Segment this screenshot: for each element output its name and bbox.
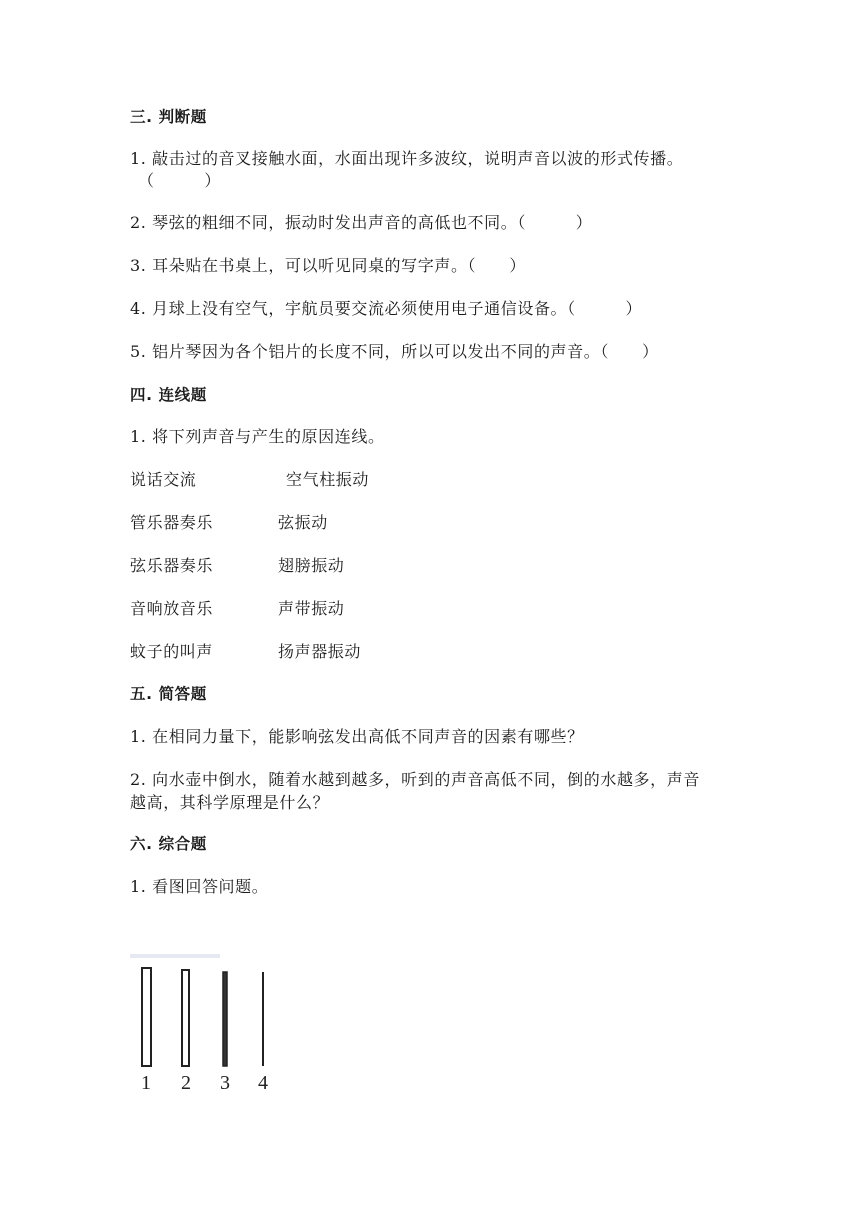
judge-question-1: 1. 敲击过的音叉接触水面，水面出现许多波纹，说明声音以波的形式传播。 [130,149,684,168]
figure-label: 1 [141,1072,151,1094]
match-left-item: 蚊子的叫声 [130,642,214,661]
match-right-item: 扬声器振动 [278,642,362,661]
match-left-item: 说话交流 [130,470,197,489]
match-question-1: 1. 将下列声音与产生的原因连线。 [130,427,385,446]
judge-question-5: 5. 铝片琴因为各个铝片的长度不同，所以可以发出不同的声音。（ ） [130,342,659,361]
string-1 [142,968,151,1066]
string-thickness-figure [128,954,288,1094]
figure-label: 4 [258,1072,268,1094]
match-right-item: 声带振动 [278,599,345,618]
comprehensive-question-1: 1. 看图回答问题。 [130,877,269,896]
judge-question-1-blank: （ ） [138,171,222,190]
figure-label: 3 [220,1072,230,1094]
figure-label: 2 [181,1072,191,1094]
short-question-1: 1. 在相同力量下，能影响弦发出高低不同声音的因素有哪些？ [130,727,584,746]
section-title-match: 四. 连线题 [130,386,207,404]
judge-question-3: 3. 耳朵贴在书桌上，可以听见同桌的写字声。（ ） [130,256,526,275]
judge-question-2: 2. 琴弦的粗细不同，振动时发出声音的高低也不同。（ ） [130,213,593,232]
string-3 [223,972,227,1066]
section-title-comprehensive: 六. 综合题 [130,835,207,853]
judge-question-4: 4. 月球上没有空气，宇航员要交流必须使用电子通信设备。（ ） [130,299,643,318]
short-question-2-line1: 2. 向水壶中倒水，随着水越到越多，听到的声音高低不同，倒的水越多，声音 [130,770,700,789]
match-right-item: 弦振动 [278,513,328,532]
scan-artifact [130,954,220,958]
match-left-item: 管乐器奏乐 [130,513,214,532]
section-title-short: 五. 简答题 [130,685,207,703]
match-left-item: 音响放音乐 [130,599,214,618]
match-right-item: 空气柱振动 [286,470,370,489]
string-2 [182,970,189,1066]
match-right-item: 翅膀振动 [278,556,345,575]
short-question-2-line2: 越高，其科学原理是什么？ [130,793,330,812]
match-left-item: 弦乐器奏乐 [130,556,214,575]
section-title-judge: 三. 判断题 [130,108,207,126]
